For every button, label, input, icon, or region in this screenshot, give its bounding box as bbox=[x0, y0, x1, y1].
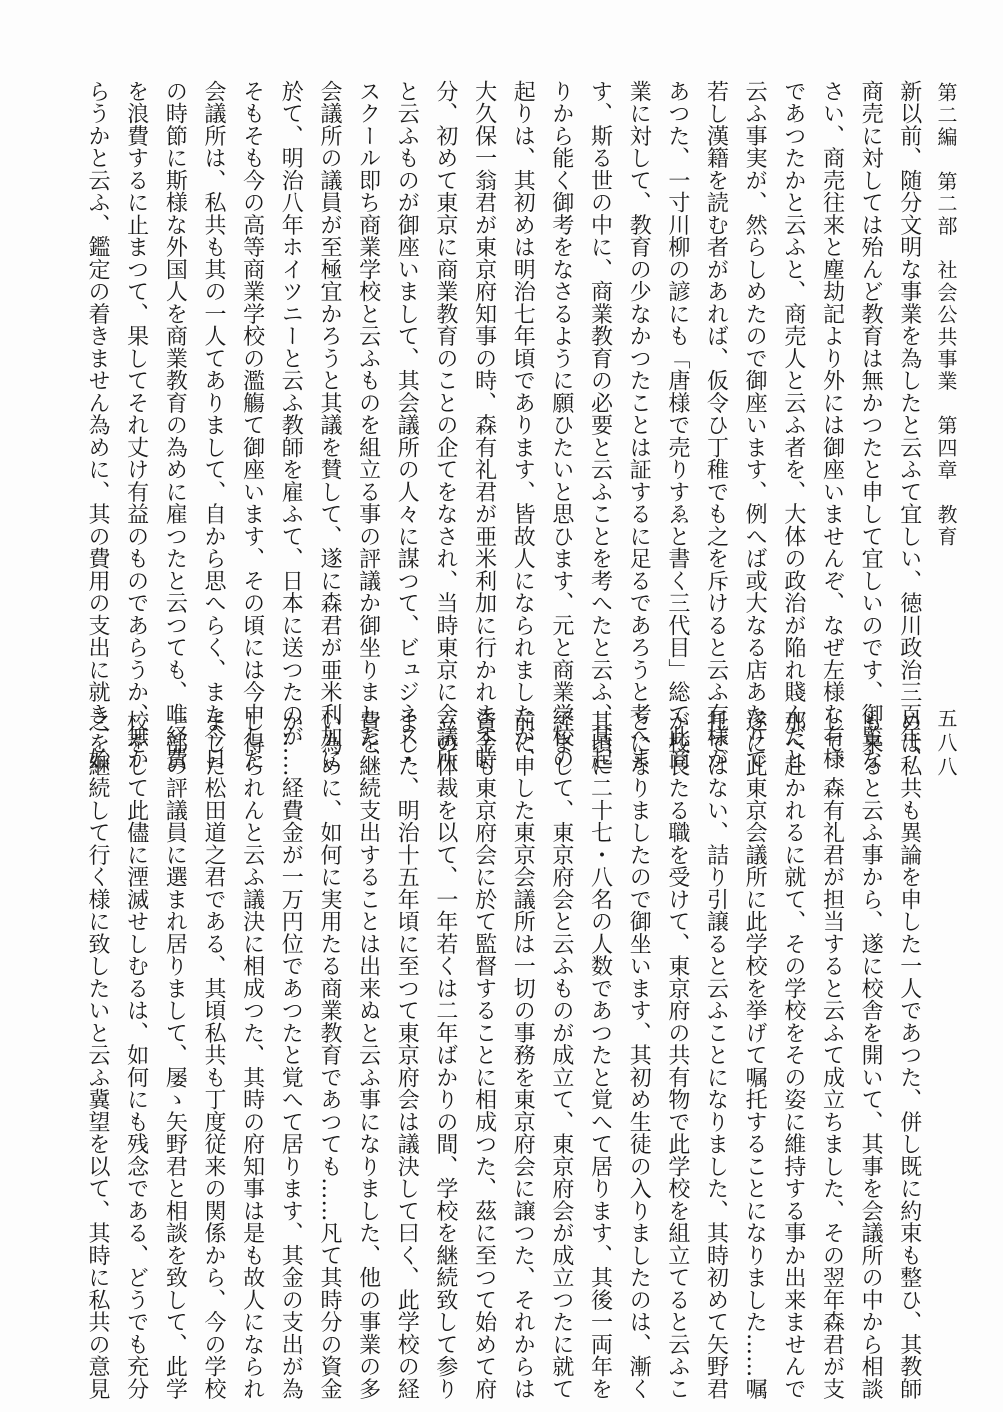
text-column: か……経費金が一万円位であつたと覚へて居ります、其金の支出が為 bbox=[278, 710, 304, 1400]
text-column: ました、明治十五年頃に至つて東京府会は議決して曰く、此学校の経 bbox=[394, 710, 420, 1400]
running-header: 第二編 第二部 社会公共事業 第四章 教育 bbox=[934, 82, 958, 549]
text-column: あつた、一寸川柳の諺にも「唐様で売りすゑと書く三代目」総て此商 bbox=[664, 80, 690, 770]
text-column: 会議所は、私共も其の一人てありまして、自から思へらく、また今日 bbox=[200, 80, 226, 770]
text-column: が校長たる職を受けて、東京府の共有物で此学校を組立てると云ふこ bbox=[664, 710, 690, 1400]
text-column: 新以前、随分文明な事業を為したと云ふて宜しい、徳川政治三百年、 bbox=[896, 80, 922, 770]
text-column: 商売に対しては殆んど教育は無かつたと申して宜しいのです、御覧な bbox=[858, 80, 884, 770]
text-column: 遂に此東京会議所に此学校を挙げて嘱托することになりました……嘱 bbox=[742, 710, 768, 1400]
text-column: 資金も東京府会に於て監督することに相成つた、茲に至つて始めて府 bbox=[471, 710, 497, 1400]
text-column: と云ふものが御座いまして、其会議所の人々に謀つて、ビュジネス・ bbox=[394, 80, 420, 770]
text-column: めは私共も異論を申した一人であつた、併し既に約束も整ひ、其教師 bbox=[896, 710, 922, 1400]
text-column: スクール即ち商業学校と云ふものを組立る事の評議か御坐りました、 bbox=[355, 80, 381, 770]
lower-text-block bbox=[83, 710, 923, 1400]
text-column: 費を継続支出することは出来ぬと云ふ事になりました、他の事業の多 bbox=[355, 710, 381, 1400]
text-column: 会議所の議員が至極宜かろうと其議を賛して、遂に森君が亜米利加に bbox=[316, 80, 342, 770]
text-column: 其頃に二十七・八名の人数であつたと覚へて居ります、其後一両年を bbox=[587, 710, 613, 1400]
text-column: い為めに、如何に実用たる商業教育であつても……凡て其時分の資金 bbox=[316, 710, 342, 1400]
text-column: して、森有礼君が担当すると云ふて成立ちました、その翌年森君が支 bbox=[819, 710, 845, 1400]
text-column: し得られんと云ふ議決に相成つた、其時の府知事は是も故人になられ bbox=[239, 710, 265, 1400]
text-column: も来ると云ふ事から、遂に校舎を開いて、其事を会議所の中から相談 bbox=[858, 710, 884, 1400]
text-column: を浪費するに止まつて、果してそれ丈け有益のものであらうか、無か bbox=[123, 80, 149, 770]
upper-text-block bbox=[83, 80, 923, 770]
text-column: 分、初めて東京に商業教育のことの企てをなされ、当時東京に会議所 bbox=[432, 80, 458, 770]
text-column: ました松田道之君である、其頃私共も丁度従来の関係から、今の学校 bbox=[200, 710, 226, 1400]
text-column: 那へ赴かれるに就て、その学校をその姿に維持する事か出来ませんで bbox=[780, 710, 806, 1400]
text-column: 於て、明治八年ホイツニーと云ふ教師を雇ふて、日本に送つたのが bbox=[278, 80, 304, 748]
text-column: 之を継続して行く様に致したいと云ふ冀望を以て、其時に私共の意見 bbox=[85, 710, 110, 1400]
text-column: 前に申した東京会議所は一切の事務を東京府会に譲つた、それからは bbox=[510, 710, 536, 1400]
text-column: りから能く御考をなさるように願ひたいと思ひます、元と商業学校の bbox=[548, 80, 574, 770]
text-column: 大久保一翁君が東京府知事の時、森有礼君が亜米利加に行かれます時 bbox=[471, 80, 497, 770]
text-column: 立の体裁を以て、一年若くは二年ばかりの間、学校を継続致して参り bbox=[432, 710, 458, 1400]
text-column: 若し漢籍を読む者があれば、仮令ひ丁稚でも之を斥けると云ふ有様が bbox=[703, 80, 729, 770]
text-column: の時節に斯様な外国人を商業教育の為めに雇つたと云つても、唯経費 bbox=[162, 80, 188, 770]
page-number: 五八八 bbox=[934, 708, 958, 780]
text-column: 経まして、東京府会と云ふものが成立て、東京府会が成立つたに就て bbox=[548, 710, 574, 1400]
text-column: そもそも今の高等商業学校の濫觴て御座います、その頃には今申した bbox=[239, 80, 265, 770]
text-column: 托ではない、詰り引譲ると云ふことになりました、其時初めて矢野君 bbox=[703, 710, 729, 1400]
text-column: 云ふ事実が、然らしめたので御座います、例へば或大なる店あたりで bbox=[742, 80, 768, 770]
text-column: 起りは、其初めは明治七年頃であります、皆故人になられましたが、 bbox=[510, 80, 536, 770]
text-column: 一部の評議員に選まれ居りまして、屡ゝ矢野君と相談を致して、此学 bbox=[162, 710, 188, 1400]
text-column: さい、商売往来と塵劫記より外には御座いませんぞ、なぜ左様な有様 bbox=[819, 80, 845, 770]
text-column: とになりましたので御坐います、其初め生徒の入りましたのは、漸く bbox=[626, 710, 652, 1400]
text-column: す、斯る世の中に、商業教育の必要と云ふことを考へたと云ふ、其起 bbox=[587, 80, 613, 770]
text-column: 校をして此儘に湮滅せしむるは、如何にも残念である、どうでも充分 bbox=[123, 710, 149, 1400]
text-column: であつたかと云ふと、商売人と云ふ者を、大体の政治が陥れ賤んだと bbox=[780, 80, 806, 770]
text-column: 業に対して、教育の少なかつたことは証するに足るであろうと考へま bbox=[626, 80, 652, 770]
text-column: らうかと云ふ、鑑定の着きません為めに、其の費用の支出に就き、始 bbox=[85, 80, 110, 770]
